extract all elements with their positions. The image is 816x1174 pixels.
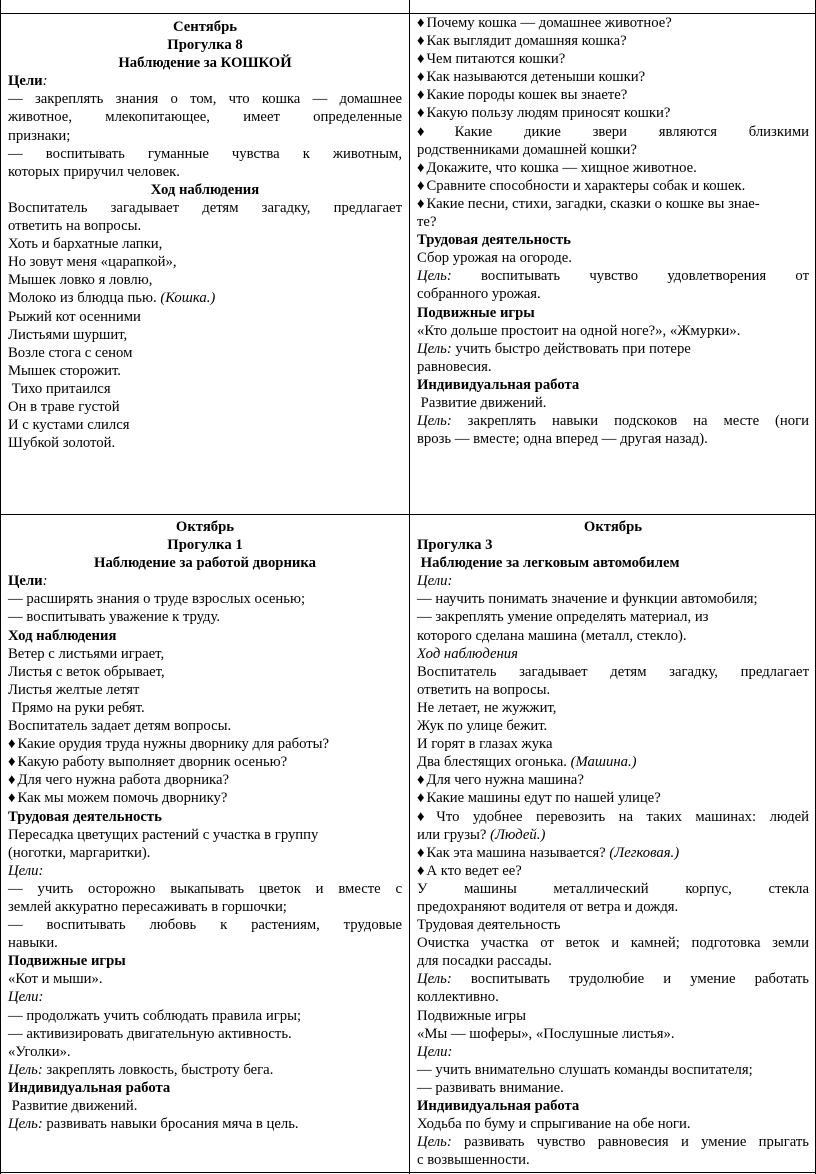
cell-october-walk-1 [0, 518, 409, 1133]
question-item: ♦ Какие машины едут по нашей улице? [417, 789, 809, 807]
poem-line: Но зовут меня «царапкой», [8, 254, 177, 271]
question-item: ♦ Как называются детеныши кошки? [417, 68, 809, 86]
individual-work-goal: Цель: закреплять навыки подскоков на месте (ноги [417, 413, 809, 430]
question-item: ♦ А кто ведет ее? [417, 862, 809, 880]
poem-line: Хоть и бархатные лапки, [8, 236, 163, 253]
poem-line: Листья желтые летят [8, 681, 140, 698]
individual-work-text: Развитие движений. [8, 1098, 138, 1114]
games-text: «Мы — шоферы», «Послушные листья». [417, 1025, 675, 1042]
question-item: ♦ Как эта машина называется? (Легковая.) [417, 844, 809, 862]
labor-goals-heading: Цели: [8, 862, 44, 879]
cell-october-walk-3 [409, 518, 816, 1169]
intro-text: Воспитатель загадывает детям загадку, предлагает [8, 199, 402, 216]
games-goal: — учить внимательно слушать команды воспитателя; [417, 1061, 753, 1078]
games-heading: Подвижные игры [8, 953, 126, 970]
game-name: «Кот и мыши». [8, 971, 103, 988]
question-item: ♦ Для чего нужна машина? [417, 771, 809, 789]
poem-line: Возле стога с сеном [8, 344, 133, 361]
course-heading: Ход наблюдения [417, 645, 518, 662]
individual-work-goal: врозь — вместе; одна вперед — другая назад). [417, 431, 708, 448]
individual-work-goal: с возвышенности. [417, 1152, 530, 1169]
question-item: родственниками домашней кошки? [417, 141, 637, 158]
poem-line: Он в траве густой [8, 398, 120, 415]
poem-line: Шубкой золотой. [8, 435, 116, 452]
goal-text: — научить понимать значение и функции автомобиля; [417, 591, 758, 608]
fact-text: У машины металлический корпус, стекла [417, 880, 809, 897]
intro-text: ответить на вопросы. [417, 681, 551, 698]
games-goal: Цель: учить быстро действовать при потере [417, 340, 691, 357]
labor-heading: Трудовая деятельность [417, 232, 571, 249]
labor-heading: Трудовая деятельность [417, 917, 561, 934]
poem-line: Мышек сторожит. [8, 362, 121, 379]
course-heading: Ход наблюдения [150, 181, 260, 198]
intro-text: ответить на вопросы. [8, 218, 142, 235]
games-heading: Подвижные игры [417, 1007, 526, 1024]
question-item: ♦ Докажите, что кошка — хищное животное. [417, 159, 809, 177]
walk-heading: Прогулка 3 [417, 537, 493, 554]
individual-work-heading: Индивидуальная работа [8, 1079, 171, 1096]
labor-goal: собранного урожая. [417, 286, 541, 303]
question-item: те? [417, 214, 437, 231]
games-text: «Кто дольше простоит на одной ноге?», «Жмурки». [417, 322, 741, 339]
course-heading: Ход наблюдения [8, 627, 117, 644]
labor-text: Пересадка цветущих растений с участка в группу [8, 826, 319, 843]
walk-heading: Прогулка 1 [167, 537, 243, 554]
labor-text: Сбор урожая на огороде. [417, 250, 572, 267]
question-item: ♦ Как выглядит домашняя кошка? [417, 32, 809, 50]
games-goal: — продолжать учить соблюдать правила игры; [8, 1007, 302, 1024]
poem-line: И с кустами слился [8, 417, 130, 434]
question-item: ♦ Какую работу выполняет дворник осенью? [8, 753, 402, 771]
labor-text: (ноготки, маргаритки). [8, 844, 151, 861]
question-item: ♦ Какие породы кошек вы знаете? [417, 86, 809, 104]
month-heading: Сентябрь [172, 19, 237, 35]
games-goals-heading: Цели: [8, 989, 44, 1006]
question-item: ♦ Сравните способности и характеры собак и кошек. [417, 177, 809, 195]
month-heading: Октябрь [175, 519, 235, 535]
teacher-text: Воспитатель задает детям вопросы. [8, 718, 232, 735]
question-item: ♦ Для чего нужна работа дворника? [8, 771, 402, 789]
question-item: или грузы? (Людей.) [417, 826, 546, 843]
goal-text: — закреплять знания о том, что кошка — домашнее [8, 91, 402, 108]
game-name: «Уголки». [8, 1043, 71, 1060]
individual-work-heading: Индивидуальная работа [417, 376, 580, 393]
question-item: ♦ Как мы можем помочь дворнику? [8, 789, 402, 807]
labor-text: для посадки рассады. [417, 953, 552, 970]
goal-text: признаки; [8, 127, 71, 144]
labor-goal: коллективно. [417, 989, 499, 1006]
individual-work-goal: Цель: развивать навыки бросания мяча в цель. [8, 1116, 299, 1133]
question-item: ♦ Какие дикие звери являются близкими [417, 123, 809, 141]
cell-september-walk-8 [0, 18, 409, 452]
games-heading: Подвижные игры [417, 304, 535, 321]
cell-september-questions [409, 14, 816, 448]
game-goal: Цель: закреплять ловкость, быстроту бега. [8, 1061, 274, 1078]
poem-line: Мышек ловко я ловлю, [8, 272, 153, 289]
goal-text: которого сделана машина (металл, стекло). [417, 627, 687, 644]
individual-work-goal: Цель: развивать чувство равновесия и умение прыгать [417, 1134, 809, 1151]
individual-work-text: Развитие движений. [417, 394, 547, 411]
goal-text: — воспитывать уважение к труду. [8, 609, 221, 626]
games-goals-heading: Цели: [417, 1043, 453, 1060]
question-item: ♦ Что удобнее перевозить на таких машинах: людей [417, 808, 809, 826]
goal-text: — расширять знания о труде взрослых осенью; [8, 591, 306, 608]
labor-goal: навыки. [8, 935, 58, 952]
poem-line: Молоко из блюдца пью. (Кошка.) [8, 290, 216, 307]
labor-goal: — воспитывать любовь к растениям, трудовые [8, 917, 402, 934]
poem-line: Не летает, не жужжит, [417, 699, 557, 716]
poem-line: И горят в глазах жука [417, 736, 553, 753]
labor-goal: — учить осторожно выкапывать цветок и вместе с [8, 880, 402, 897]
question-item: ♦ Какие орудия труда нужны дворнику для работы? [8, 735, 402, 753]
fact-text: предохраняют водителя от ветра и дождя. [417, 898, 679, 915]
goal-text: животное, млекопитающее, имеет определенные [8, 109, 402, 126]
poem-line: Прямо на руки ребят. [8, 699, 145, 716]
goal-text: которых приручил человек. [8, 163, 180, 180]
games-goal: — активизировать двигательную активность. [8, 1025, 292, 1042]
month-heading: Октябрь [583, 519, 643, 535]
goals-heading: Цели: [417, 573, 453, 590]
labor-text: Очистка участка от веток и камней; подготовка земли [417, 935, 809, 952]
individual-work-heading: Индивидуальная работа [417, 1098, 580, 1114]
question-item: ♦ Какую пользу людям приносят кошки? [417, 104, 809, 122]
labor-heading: Трудовая деятельность [8, 808, 162, 825]
observation-title: Наблюдение за работой дворника [94, 555, 316, 572]
question-item: ♦ Чем питаются кошки? [417, 50, 809, 68]
poem-line: Ветер с листьями играет, [8, 645, 165, 662]
goal-text: — воспитывать гуманные чувства к животным, [8, 145, 402, 162]
poem-line: Рыжий кот осенними [8, 308, 141, 325]
goals-heading: Цели: [8, 73, 48, 90]
goals-heading: Цели: [8, 573, 48, 590]
table-row-divider [0, 514, 816, 515]
individual-work-text: Ходьба по буму и спрыгивание на обе ноги. [417, 1116, 691, 1133]
observation-title: Наблюдение за КОШКОЙ [118, 55, 292, 72]
table-bottom-border [0, 1172, 816, 1173]
labor-goal: Цель: воспитывать трудолюбие и умение работать [417, 971, 809, 988]
poem-line: Два блестящих огонька. (Машина.) [417, 754, 637, 771]
goal-text: — закреплять умение определять материал, из [417, 609, 709, 626]
question-item: ♦ Почему кошка — домашнее животное? [417, 14, 809, 32]
labor-goal: землей аккуратно пересаживать в горшочки; [8, 898, 287, 915]
poem-line: Листья с веток обрывает, [8, 663, 165, 680]
labor-goal: Цель: воспитывать чувство удовлетворения от [417, 268, 809, 285]
games-goal: равновесия. [417, 358, 492, 375]
intro-text: Воспитатель загадывает детям загадку, предлагает [417, 663, 809, 680]
poem-line: Листьями шуршит, [8, 326, 128, 343]
poem-line: Жук по улице бежит. [417, 718, 548, 735]
observation-title: Наблюдение за легковым автомобилем [417, 555, 680, 572]
walk-heading: Прогулка 8 [167, 37, 243, 54]
poem-line: Тихо притаился [8, 380, 111, 397]
games-goal: — развивать внимание. [417, 1079, 564, 1096]
question-item: ♦ Какие песни, стихи, загадки, сказки о кошке вы знаe- [417, 195, 809, 213]
